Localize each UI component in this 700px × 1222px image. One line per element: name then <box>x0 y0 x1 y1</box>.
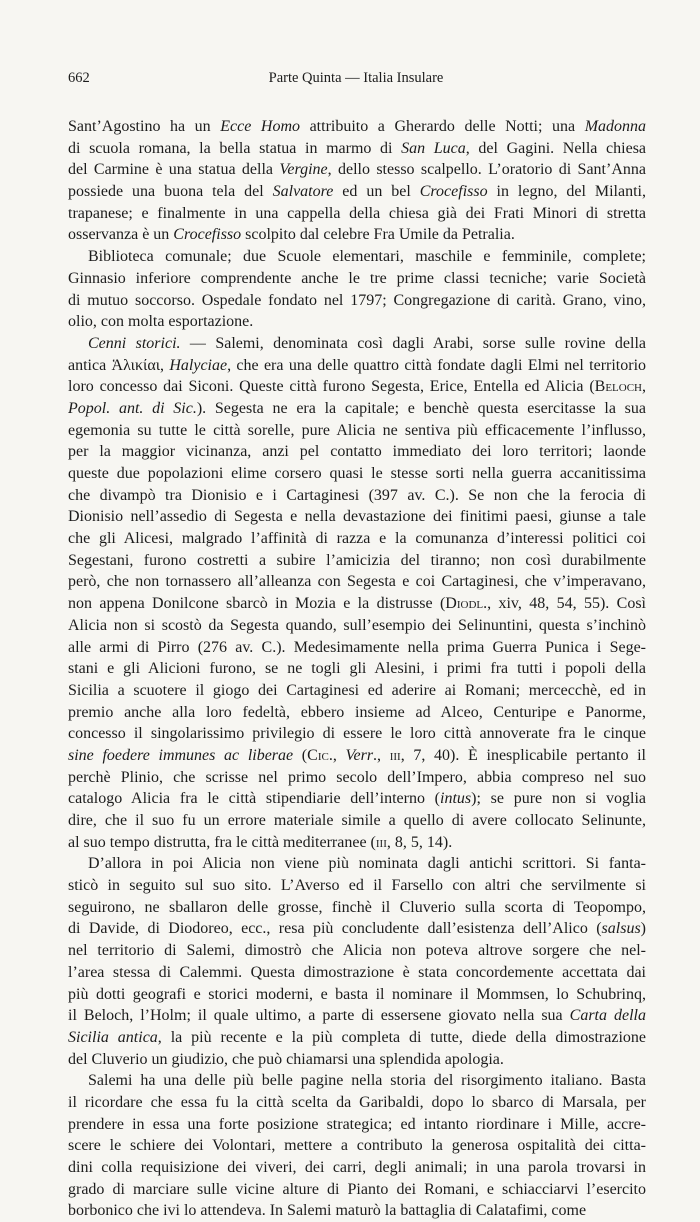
text-run: Sant’Agostino ha un <box>68 118 221 135</box>
italic-run: Madonna <box>584 118 646 135</box>
text-line <box>68 1005 646 1027</box>
text-run: borbonico che ivi lo attendeva. In Salemi maturò la battaglia di Calatafimi, come <box>68 1202 587 1220</box>
text-line <box>68 897 646 919</box>
text-run: trapanese; e finalmente in una cappella della chiesa già dei Frati Minori di stretta <box>68 204 646 222</box>
body-text <box>68 116 646 1222</box>
page-header <box>68 70 644 90</box>
text-line <box>68 593 646 615</box>
text-line <box>68 962 646 984</box>
italic-run: salsus <box>601 920 641 938</box>
smallcaps-run: Diodl <box>445 595 484 613</box>
text-line <box>68 1049 646 1071</box>
text-run: queste due popolazioni elime corsero quasi le stesse sorti nella guerra accanitissima <box>68 465 646 482</box>
text-run: dini colla requisizione dei viveri, dei carri, degli animali; in una parola trovarsi in <box>68 1159 646 1176</box>
text-line <box>68 1200 646 1222</box>
text-run: loro concesso dai Siconi. Queste città furono Segesta, Erice, Entella ed Alicia ( <box>68 378 595 396</box>
text-run: concesso il singolarissimo privilegio di essere le loro città annoverate fra le cinque <box>68 725 646 743</box>
text-run: del Carmine è una statua della <box>68 161 280 179</box>
smallcaps-run: Cic <box>307 746 329 764</box>
text-line <box>68 116 646 138</box>
smallcaps-run: iii <box>375 833 387 851</box>
italic-run: Ecce Homo <box>220 118 301 135</box>
text-run: attribuito a Gherardo delle Notti; una <box>300 118 585 135</box>
text-run: egemonia su tutte le città sorelle, pure Alicia ne sentiva più efficacemente l’influsso, <box>68 421 646 439</box>
text-line <box>68 767 646 789</box>
text-run: per la maggior vicinanza, anzi pel contatto immediato dei loro territori; laonde <box>68 443 646 461</box>
text-line <box>68 788 646 810</box>
text-run: — Salemi, denominata così dagli Arabi, sorse sulle rovine della <box>180 334 646 352</box>
text-line <box>68 658 646 680</box>
text-line <box>68 463 646 485</box>
text-line <box>68 571 646 593</box>
text-run: che gli Alicesi, malgrado l’affinità di razza e la comunanza d’interessi politici coi <box>68 530 646 548</box>
text-run: , 7, 40). È inesplicabile pertanto il <box>400 746 646 764</box>
text-run: scolpito dal celebre Fra Umile da Petralia. <box>241 226 515 244</box>
text-line <box>68 615 646 637</box>
text-run: , dello stesso scalpello. L’oratorio di Sant’Anna <box>327 161 646 179</box>
text-run: , che era una delle quattro città fondate dagli Elmi nel territorio <box>227 356 646 374</box>
page-number: 662 <box>68 70 90 86</box>
text-run: Salemi ha una delle più belle pagine nella storia del risorgimento italiano. Basta <box>88 1072 646 1090</box>
italic-run: Halyciae <box>169 356 228 374</box>
text-run: di scuola romana, la bella statua in marmo di <box>68 139 402 157</box>
text-run: Segestani, furono costretti a subire l’amicizia del tiranno; non così durabilmente <box>68 551 646 569</box>
text-run: alle armi di Pirro (276 av. C.). Medesimamente nella prima Guerra Punica i Sege- <box>68 638 646 656</box>
text-line <box>68 290 646 312</box>
text-line <box>68 702 646 724</box>
text-line <box>68 1179 646 1201</box>
text-run: D’allora in poi Alicia non viene più nominata dagli antichi scrittori. Si fanta- <box>88 855 646 873</box>
text-line <box>68 680 646 702</box>
text-run: che divampò tra Dionisio e i Cartaginesi (397 av. C.). Se non che la ferocia di <box>68 486 646 504</box>
text-run: ., <box>328 746 346 764</box>
text-run: Dionisio nell’assedio di Segesta e nella devastazione dei finitimi paesi, giunse a tale <box>68 508 646 526</box>
text-line <box>68 1135 646 1157</box>
text-run: di mutuo soccorso. Ospedale fondato nel 1797; Congregazione di carità. Grano, vino, <box>68 291 646 309</box>
text-line <box>68 485 646 507</box>
text-run: Ginnasio inferiore comprendente anche le tre prime classi tecniche; varie Società <box>68 269 646 287</box>
text-line <box>68 637 646 659</box>
text-run: seguirono, ne sballaron delle grosse, finchè il Cluverio sulla scorta di Teopompo, <box>68 898 646 916</box>
italic-run: sine foedere immunes ac liberae <box>68 746 294 764</box>
text-run: , 8, 5, 14). <box>386 833 453 851</box>
text-run: Alicia non si scostò da Segesta quando, sull’esempio dei Selinuntini, questa s’inchinò <box>68 616 646 634</box>
text-run: , del Gagini. Nella chiesa <box>465 139 646 157</box>
text-line <box>68 311 646 333</box>
text-run: Biblioteca comunale; due Scuole elementari, maschile e femminile, complete; <box>88 248 646 266</box>
text-run: il ricordare che essa fu la città scelta da Garibaldi, dopo lo sbarco di Marsala, per <box>68 1093 646 1111</box>
text-run: del Cluverio un giudizio, che può chiamarsi una splendida apologia. <box>68 1050 504 1068</box>
text-run: possiede una buona tela del <box>68 183 273 201</box>
text-run: in legno, del Milanti, <box>487 183 646 201</box>
text-line <box>68 246 646 268</box>
text-line <box>68 1114 646 1136</box>
text-run: di Davide, di Diodoreo, ecc., resa più concludente dall’esistenza dell’Alico ( <box>68 920 602 938</box>
text-line <box>68 810 646 832</box>
text-run: premio anche alla loro fedeltà, ebbero insieme ad Alceo, Centuripe e Panorme, <box>68 703 646 721</box>
text-line <box>68 940 646 962</box>
text-line <box>68 853 646 875</box>
text-run: olio, con molta esportazione. <box>68 313 254 331</box>
text-line <box>68 203 646 225</box>
text-line <box>68 745 646 767</box>
text-line <box>68 138 646 160</box>
text-run: più dotti geografi e storici moderni, e basta il nominare il Mommsen, lo Schubrinq, <box>68 985 646 1003</box>
text-run: perchè Plinio, che scrisse nel primo secolo dell’Impero, abbia compreso nel suo <box>68 768 646 786</box>
text-line <box>68 333 646 355</box>
text-run: ., xiv, 48, 54, 55). Così <box>483 595 646 613</box>
text-run: ( <box>293 746 308 764</box>
text-line <box>68 1070 646 1092</box>
italic-run: intus <box>440 790 472 808</box>
text-run: osservanza è un <box>68 226 174 244</box>
italic-run: Sicilia antica <box>68 1028 158 1046</box>
text-run: , <box>642 378 646 396</box>
running-title: Parte Quinta — Italia Insulare <box>268 70 444 86</box>
text-line <box>68 268 646 290</box>
text-line <box>68 224 646 246</box>
text-line <box>68 875 646 897</box>
text-run: ); se pure non si voglia <box>471 790 646 808</box>
text-run: nel territorio di Salemi, dimostrò che Alicia non poteva altrove sorgere che nel- <box>68 942 646 960</box>
italic-run: Crocefisso <box>173 226 242 244</box>
text-line <box>68 376 646 398</box>
text-run: al suo tempo distrutta, fra le città mediterranee ( <box>68 833 376 851</box>
smallcaps-run: iii <box>389 746 401 764</box>
text-line <box>68 506 646 528</box>
text-line <box>68 181 646 203</box>
italic-run: Popol. ant. di Sic. <box>68 399 197 417</box>
text-run: , la più recente e la più completa di tutte, diede della dimostrazione <box>157 1028 646 1046</box>
text-run: dire, che il suo fu un errore materiale simile a quello di avere collocato Selinunte, <box>68 812 646 829</box>
text-run: ed un bel <box>333 183 420 201</box>
italic-run: Carta della <box>569 1007 646 1025</box>
text-line <box>68 1092 646 1114</box>
text-line <box>68 528 646 550</box>
text-run: però, che non tornassero all’alleanza con Segesta e coi Cartaginesi, che v’imperavano, <box>68 573 646 591</box>
text-line <box>68 550 646 572</box>
italic-run: Salvatore <box>272 183 334 201</box>
text-line <box>68 355 646 377</box>
italic-run: Verr <box>345 746 374 764</box>
text-line <box>68 441 646 463</box>
text-run: stani e gli Alicioni furono, se ne togli gli Alesini, i primi fra tutti i popoli della <box>68 660 646 678</box>
text-run: grado di marciare sulle vicine alture di Pianto dei Romani, e schiacciarvi l’esercito <box>68 1180 646 1198</box>
italic-run: Crocefisso <box>419 183 488 201</box>
text-line <box>68 159 646 181</box>
text-run: scere le schiere dei Volontari, mettere a contributo la generosa ospitalità dei citta- <box>68 1137 646 1155</box>
text-line <box>68 1027 646 1049</box>
text-line <box>68 984 646 1006</box>
italic-run: Vergine <box>279 161 328 179</box>
text-run: l’area stessa di Calemmi. Questa dimostrazione è stata concordemente accettata dai <box>68 963 646 981</box>
text-run: il Beloch, l’Holm; il quale ultimo, a parte di essersene giovato nella sua <box>68 1007 570 1025</box>
text-line <box>68 420 646 442</box>
text-run: sticò in seguito sul suo sito. L’Averso ed il Farsello con altri che servilmente si <box>68 877 646 895</box>
text-run: ) <box>640 920 646 938</box>
italic-run: Cenni storici. <box>88 334 181 352</box>
text-line <box>68 1157 646 1179</box>
text-run: non appena Donilcone sbarcò in Mozia e la distrusse ( <box>68 595 446 613</box>
text-run: Sicilia a scuotere il giogo dei Cartaginesi ed aderire ai Romani; mercecchè, ed in <box>68 681 646 699</box>
text-line <box>68 723 646 745</box>
text-line <box>68 398 646 420</box>
text-line <box>68 918 646 940</box>
text-run: prendere in essa una forte posizione strategica; ed intanto riordinare i Mille, accre- <box>68 1115 646 1133</box>
text-run: antica Ἁλικίαι, <box>68 356 170 374</box>
text-line <box>68 832 646 854</box>
smallcaps-run: Beloch <box>594 378 642 396</box>
text-run: ). Segesta ne era la capitale; e benchè questa esercitasse la sua <box>196 399 646 417</box>
text-run: ., <box>373 746 390 764</box>
text-run: catalogo Alicia fra le città stipendiarie dell’interno ( <box>68 790 440 808</box>
italic-run: San Luca <box>401 139 466 157</box>
